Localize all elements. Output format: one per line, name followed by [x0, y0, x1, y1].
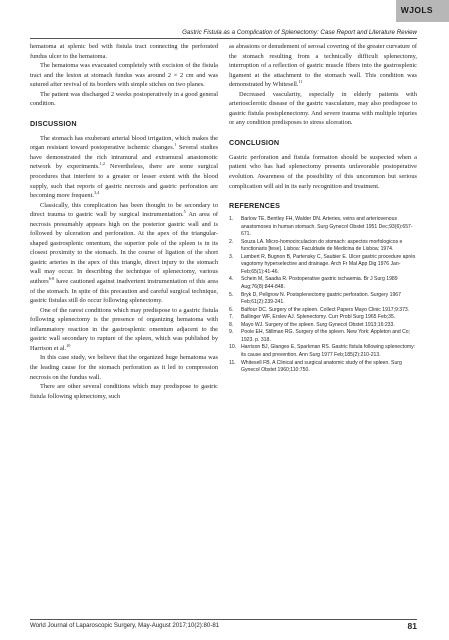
body-paragraph: Decreased vascularity, especially in elderly patients with arteriosclerotic disease of the gastric vasculature, may also predispose to gastric fistula postsplenectomy. And severe trauma with multiple injuries or any condition predisposes to stress ulceration. [229, 90, 417, 127]
running-title: Gastric Fistula as a Complication of Splenectomy: Case Report and Literature Review [182, 29, 417, 36]
body-paragraph: Classically, this complication has been thought to be secondary to direct trauma to gastric wall by surgical instrumentation.$^5$ An area of necrosis presumably appears high on the posterior gastric wall and is followed by ulceration and perforation. At the apex of the triangular-shaped gastrosplenic omentum, the superior pole of the spleen is in its closest proximity to the stomach. In the course of ligation of the short gastric arteries in the apex of this triangle, direct injury to the stomach wall may occur. In describing the technique of splenectomy, various authors$^{6-8}$ have cautioned against inadvertent instrumentation of this area of the stomach. In spite of this precaution and careful surgical technique, gastric fistulas still do occur following splenectomy. [30, 201, 218, 305]
reference-number: 4. [229, 276, 234, 283]
reference-number: 5. [229, 291, 234, 298]
citation-superscript[interactable]: 1 [174, 142, 177, 148]
reference-number: 3. [229, 253, 234, 260]
right-column [229, 42, 417, 375]
reference-item [229, 360, 417, 375]
reference-item [229, 307, 417, 315]
reference-text: Souza LA. Micro-homocirculacion do stomach: aspectos morfologicos e functionaris [tese]. Lisboa: Faculdade de Medicina de Lisboa; 1974. [241, 238, 403, 253]
discussion-continued [229, 42, 417, 128]
citation-superscript[interactable]: 10 [66, 342, 71, 348]
reference-number: 7. [229, 314, 234, 321]
citation-superscript[interactable]: 1,2 [99, 161, 105, 167]
reference-item [229, 216, 417, 239]
reference-item [229, 322, 417, 330]
case-paragraph: The patient was discharged 2 weeks postoperatively in a good general condition. [30, 90, 218, 108]
reference-text: Balfour DC. Surgery of the spleen. Collect Papers Mayo Clinic 1917;9:373. [241, 306, 410, 313]
left-column [30, 42, 218, 401]
reference-item [229, 254, 417, 277]
citation-superscript[interactable]: 6-8 [48, 275, 55, 281]
discussion-heading: DISCUSSION [30, 118, 77, 128]
references-heading: REFERENCES [229, 201, 281, 211]
footer-journal: World Journal of Laparoscopic Surgery, May-August 2017;10(2):80-81 [30, 622, 220, 629]
reference-item [229, 276, 417, 291]
reference-text: Schein M, Saadia R. Postoperative gastric ischaemia. Br J Surg 1989 Aug;76(8):844-848. [241, 276, 398, 291]
reference-text: Bryk D, Pellgrow N. Postsplenectomy gastric perforation. Surgery 1967 Feb;61(2):239-241. [241, 291, 401, 306]
reference-text: Lambert R, Bugnon B, Partensky C, Saubier E. Ulcer gastric procedure après vagotomy hyperselective and drainage. Arch Fr Mal App Dig 1976 Jan-Feb;65(1):41-46. [241, 253, 416, 275]
citation-superscript[interactable]: 5 [183, 209, 186, 215]
reference-text: Barlow TE, Bentley FH, Walder DN. Arteries, veins and arteriovenous anastomoses in human stomach. Surg Gynecol Obstet 1951 Dec;93(6):657-671. [241, 216, 413, 238]
citation-superscript[interactable]: 3,4 [93, 190, 100, 195]
journal-abbrev: WJOLS [400, 5, 433, 15]
reference-item [229, 344, 417, 359]
reference-item [229, 239, 417, 254]
reference-text: Poole EH, Stillman RG. Surgery of the spleen. New York: Appleton and Co; 1923. p. 318. [241, 329, 411, 343]
reference-text: Ballinger WF, Erslev AJ. Splenectomy. Curr Probl Surg 1965 Feb;35. [241, 314, 396, 321]
reference-number: 9. [229, 329, 234, 336]
body-paragraph: The stomach has exuberant arterial blood irrigation, which makes the organ resistant toward postoperative ischemic changes.$^1$ Several studies have demonstrated the rich intramural and extramural anastomotic network by experiments.$^{1,2}$ Nevertheless, there are some surgical procedures that interfere to a greater or lesser extent with the blood supply, such that reports of gastric necrosis and gastric perforation are becoming more frequent.$^{3,4}$ [30, 134, 218, 200]
reference-item [229, 329, 417, 344]
reference-number: 2. [229, 238, 234, 245]
reference-text: Harrison BJ, Glanges E, Sparkman RS. Gastric fistula following splenectomy: its cause and prevention. Ann Surg 1977 Feb;185(2):210-213. [241, 344, 416, 358]
body-paragraph: One of the rarest conditions which may predispose to a gastric fistula following splenectomy is the presence of organizing hematoma with inflammatory reaction in the gastrosplenic omentum adjacent to the gastric wall secondary to rupture of the spleen, which was published by Harrison et al.$^{10}$ [30, 306, 218, 352]
reference-list [229, 216, 417, 374]
page-number: 81 [407, 621, 417, 631]
reference-text: Whitesell FB. A Clinical and surgical anatomic study of the spleen. Surg Gynecol Obstet 1960;110:750. [241, 359, 402, 374]
reference-item [229, 292, 417, 307]
reference-text: Mayo WJ. Surgery of the spleen. Surg Gynecol Obstet 1913;16:233. [241, 321, 395, 328]
reference-number: 11. [229, 359, 236, 366]
discussion-body [30, 134, 218, 401]
body-paragraph: as abrasions or denudement of serosal covering of the greater curvature of the stomach resulting from a technically difficult splenectomy, interruption of a reflection of gastric muscle fibers into the gastrosplenic ligament at the attachment to the stomach wall. This condition was demonstrated by Whitesell.$^{11}$ [229, 43, 417, 89]
header-rule [30, 38, 417, 39]
reference-number: 8. [229, 321, 234, 328]
reference-number: 1. [229, 216, 234, 223]
reference-number: 6. [229, 306, 234, 313]
citation-superscript[interactable]: 11 [298, 79, 303, 85]
body-paragraph: In this case study, we believe that the organized huge hematoma was the leading cause for the stomach perforation as it led to compression necrosis on the fundus wall. [30, 354, 218, 381]
case-paragraph: The hematoma was evacuated completely with excision of the fistula tract and the lesion at stomach fundus was around 2 × 2 cm and was sutured after revival of its borders with simple stiches on two planes. [30, 62, 218, 89]
reference-number: 10. [229, 344, 237, 351]
conclusion-heading: CONCLUSION [229, 137, 280, 147]
reference-item [229, 314, 417, 322]
footer-rule [30, 619, 417, 620]
conclusion-text: Gastric perforation and fistula formation should be suspected when a patient who has had splenectomy presents unfavorable postoperative evolution. Awareness of the possibility of this uncommon but serious complication will aid in its early recognition and treatment. [229, 153, 417, 190]
body-paragraph: There are other several conditions which may predispose to gastric fistula following splenectomy, such [30, 383, 218, 400]
case-paragraph: hematoma at splenic bed with fistula tract connecting the perforated fundus ulcer to the hematoma. [30, 43, 218, 60]
